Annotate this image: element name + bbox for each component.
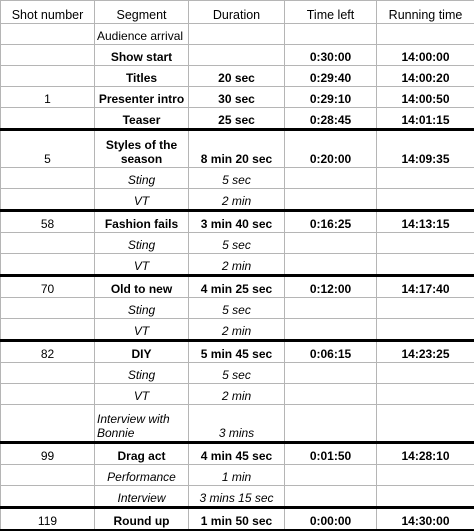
cell-running-time: 14:00:20 (377, 66, 474, 87)
cell-segment: VT (95, 319, 189, 341)
table-row (1, 45, 474, 66)
cell-shot-number: 58 (1, 211, 95, 233)
cell-shot-number (1, 486, 95, 508)
cell-duration: 5 min 45 sec (189, 341, 285, 363)
cell-shot-number (1, 384, 95, 405)
cell-time-left: 0:29:10 (285, 87, 377, 108)
cell-duration: 4 min 45 sec (189, 443, 285, 465)
cell-duration: 3 mins (189, 405, 285, 443)
cell-duration: 2 min (189, 254, 285, 276)
cell-time-left: 0:01:50 (285, 443, 377, 465)
cell-shot-number (1, 108, 95, 130)
cell-running-time: 14:00:00 (377, 45, 474, 66)
cell-running-time (377, 405, 474, 443)
cell-running-time: 14:01:15 (377, 108, 474, 130)
cell-shot-number (1, 363, 95, 384)
cell-segment: Presenter intro (95, 87, 189, 108)
cell-duration (189, 45, 285, 66)
cell-running-time: 14:30:00 (377, 508, 474, 531)
cell-running-time (377, 24, 474, 45)
cell-segment: Show start (95, 45, 189, 66)
cell-shot-number (1, 254, 95, 276)
cell-segment: DIY (95, 341, 189, 363)
header-time-left: Time left (285, 1, 377, 24)
cell-segment: Sting (95, 298, 189, 319)
cell-duration: 3 mins 15 sec (189, 486, 285, 508)
table-row (1, 189, 474, 211)
table-row (1, 443, 474, 465)
cell-running-time (377, 254, 474, 276)
cell-time-left (285, 384, 377, 405)
cell-segment: Sting (95, 233, 189, 254)
header-running-time: Running time (377, 1, 474, 24)
table-row (1, 298, 474, 319)
cell-shot-number (1, 24, 95, 45)
table-row (1, 319, 474, 341)
header-segment: Segment (95, 1, 189, 24)
cell-duration: 5 sec (189, 233, 285, 254)
table-body (1, 24, 474, 531)
cell-duration: 20 sec (189, 66, 285, 87)
cell-shot-number (1, 168, 95, 189)
cell-time-left: 0:29:40 (285, 66, 377, 87)
cell-time-left (285, 298, 377, 319)
header-row (1, 1, 474, 24)
cell-time-left: 0:12:00 (285, 276, 377, 298)
cell-time-left (285, 189, 377, 211)
cell-shot-number (1, 189, 95, 211)
cell-shot-number (1, 319, 95, 341)
cell-segment: Sting (95, 363, 189, 384)
cell-duration: 25 sec (189, 108, 285, 130)
cell-time-left: 0:06:15 (285, 341, 377, 363)
cell-segment: Teaser (95, 108, 189, 130)
cell-shot-number: 1 (1, 87, 95, 108)
cell-running-time: 14:13:15 (377, 211, 474, 233)
table-row (1, 66, 474, 87)
table-row (1, 276, 474, 298)
cell-segment: Fashion fails (95, 211, 189, 233)
cell-running-time (377, 319, 474, 341)
cell-running-time (377, 465, 474, 486)
table-row (1, 24, 474, 45)
cell-running-time (377, 363, 474, 384)
cell-time-left (285, 24, 377, 45)
cell-segment: Round up (95, 508, 189, 531)
cell-segment: Styles of the season (95, 130, 189, 168)
cell-shot-number (1, 66, 95, 87)
cell-duration: 2 min (189, 319, 285, 341)
cell-duration: 5 sec (189, 298, 285, 319)
cell-segment: Old to new (95, 276, 189, 298)
table-row (1, 87, 474, 108)
cell-time-left (285, 465, 377, 486)
cell-running-time (377, 233, 474, 254)
cell-segment: Drag act (95, 443, 189, 465)
table-row (1, 486, 474, 508)
table-row (1, 465, 474, 486)
cell-segment: Sting (95, 168, 189, 189)
header-shot-number: Shot number (1, 1, 95, 24)
cell-shot-number: 5 (1, 130, 95, 168)
cell-duration: 5 sec (189, 363, 285, 384)
cell-running-time: 14:23:25 (377, 341, 474, 363)
cell-shot-number (1, 298, 95, 319)
table-row (1, 363, 474, 384)
cell-time-left (285, 486, 377, 508)
cell-segment: Performance (95, 465, 189, 486)
cell-time-left (285, 233, 377, 254)
cell-time-left: 0:16:25 (285, 211, 377, 233)
cell-running-time (377, 298, 474, 319)
cell-shot-number (1, 465, 95, 486)
cell-time-left (285, 363, 377, 384)
cell-shot-number: 70 (1, 276, 95, 298)
cell-segment: VT (95, 254, 189, 276)
cell-time-left: 0:20:00 (285, 130, 377, 168)
cell-running-time: 14:17:40 (377, 276, 474, 298)
table-row (1, 341, 474, 363)
table-row (1, 108, 474, 130)
cell-duration: 8 min 20 sec (189, 130, 285, 168)
cell-duration: 3 min 40 sec (189, 211, 285, 233)
cell-time-left (285, 168, 377, 189)
cell-segment: VT (95, 189, 189, 211)
cell-duration: 1 min (189, 465, 285, 486)
cell-duration: 2 min (189, 384, 285, 405)
table-row (1, 405, 474, 443)
cell-time-left: 0:28:45 (285, 108, 377, 130)
table-row (1, 130, 474, 168)
cell-duration: 30 sec (189, 87, 285, 108)
cell-running-time: 14:28:10 (377, 443, 474, 465)
cell-shot-number (1, 405, 95, 443)
cell-time-left: 0:30:00 (285, 45, 377, 66)
table-row (1, 508, 474, 531)
cell-shot-number (1, 233, 95, 254)
cell-segment: Interview with Bonnie (95, 405, 189, 443)
table-row (1, 168, 474, 189)
cell-shot-number: 119 (1, 508, 95, 531)
cell-duration: 4 min 25 sec (189, 276, 285, 298)
cell-time-left (285, 319, 377, 341)
cell-time-left (285, 405, 377, 443)
cell-duration: 2 min (189, 189, 285, 211)
table-row (1, 233, 474, 254)
cell-segment: VT (95, 384, 189, 405)
table-row (1, 384, 474, 405)
cell-shot-number (1, 45, 95, 66)
cell-duration (189, 24, 285, 45)
cell-duration: 5 sec (189, 168, 285, 189)
cell-shot-number: 82 (1, 341, 95, 363)
cell-running-time: 14:09:35 (377, 130, 474, 168)
table-row (1, 254, 474, 276)
cell-running-time (377, 384, 474, 405)
cell-segment: Titles (95, 66, 189, 87)
cell-running-time (377, 486, 474, 508)
cell-running-time (377, 168, 474, 189)
cell-segment: Interview (95, 486, 189, 508)
cell-segment: Audience arrival (95, 24, 189, 45)
cell-running-time: 14:00:50 (377, 87, 474, 108)
table-row (1, 211, 474, 233)
header-duration: Duration (189, 1, 285, 24)
cell-shot-number: 99 (1, 443, 95, 465)
cell-running-time (377, 189, 474, 211)
cell-duration: 1 min 50 sec (189, 508, 285, 531)
cell-time-left: 0:00:00 (285, 508, 377, 531)
cell-time-left (285, 254, 377, 276)
